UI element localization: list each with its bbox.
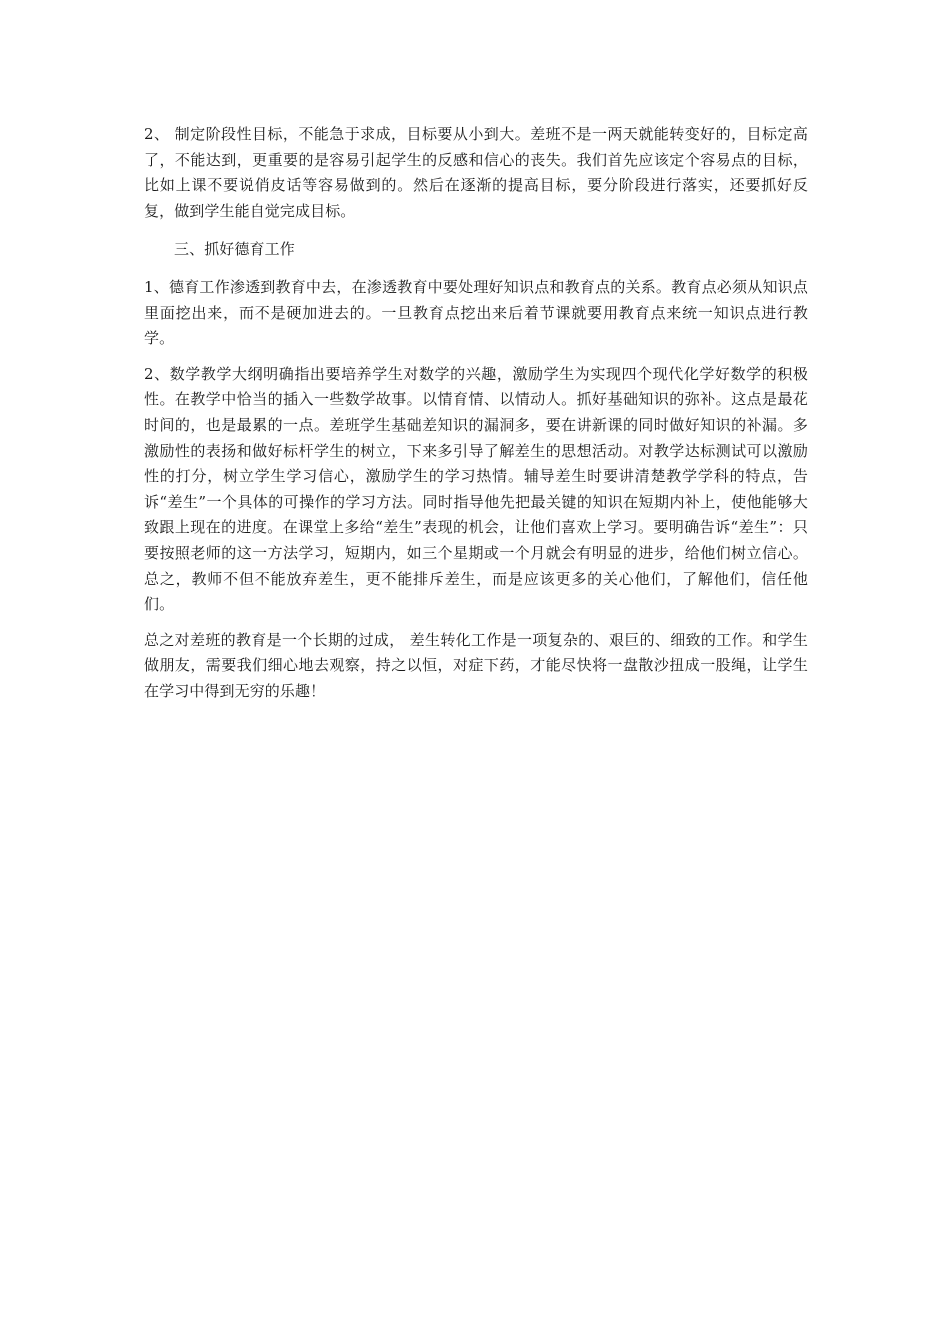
paragraph-staged-goals: 2、 制定阶段性目标，不能急于求成，目标要从小到大。差班不是一两天就能转变好的，目标定高了，不能达到，更重要的是容易引起学生的反感和信心的丧失。我们首先应该定个容易点的目标，比如上课不要说俏皮话等容易做到的。然后在逐渐的提高目标，要分阶段进行落实，还要抓好反复，做到学生能自觉完成目标。 — [144, 125, 808, 220]
paragraph-conclusion: 总之对差班的教育是一个长期的过成， 差生转化工作是一项复杂的、艰巨的、细致的工作。和学生做朋友，需要我们细心地去观察，持之以恒，对症下药，才能尽快将一盘散沙扭成一股绳，让学生在学习中得到无穷的乐趣！ — [144, 630, 808, 700]
paragraph-moral-education-integration: 1、德育工作渗透到教育中去，在渗透教育中要处理好知识点和教育点的关系。教育点必须从知识点里面挖出来，而不是硬加进去的。一旦教育点挖出来后着节课就要用教育点来统一知识点进行教学。 — [144, 277, 808, 348]
paragraph-math-interest: 2、数学教学大纲明确指出要培养学生对数学的兴趣，激励学生为实现四个现代化学好数学的积极性。在教学中恰当的插入一些数学故事。以情育情、以情动人。抓好基础知识的弥补。这点是最花时间的，也是最累的一点。差班学生基础差知识的漏洞多，要在讲新课的同时做好知识的补漏。多激励性的表扬和做好标杆学生的树立，下来多引导了解差生的思想活动。对教学达标测试可以激励性的打分，树立学生学习信心，激励学生的学习热情。辅导差生时要讲清楚教学学科的特点，告诉“差生”一个具体的可操作的学习方法。同时指导他先把最关键的知识在短期内补上，使他能够大致跟上现在的进度。在课堂上多给“差生”表现的机会，让他们喜欢上学习。要明确告诉“差生”：只要按照老师的这一方法学习，短期内，如三个星期或一个月就会有明显的进步，给他们树立信心。总之，教师不但不能放弃差生，更不能排斥差生，而是应该更多的关心他们，了解他们，信任他们。 — [144, 364, 808, 614]
section-heading-moral-education: 三、抓好德育工作 — [174, 240, 295, 259]
document-body — [144, 122, 808, 704]
